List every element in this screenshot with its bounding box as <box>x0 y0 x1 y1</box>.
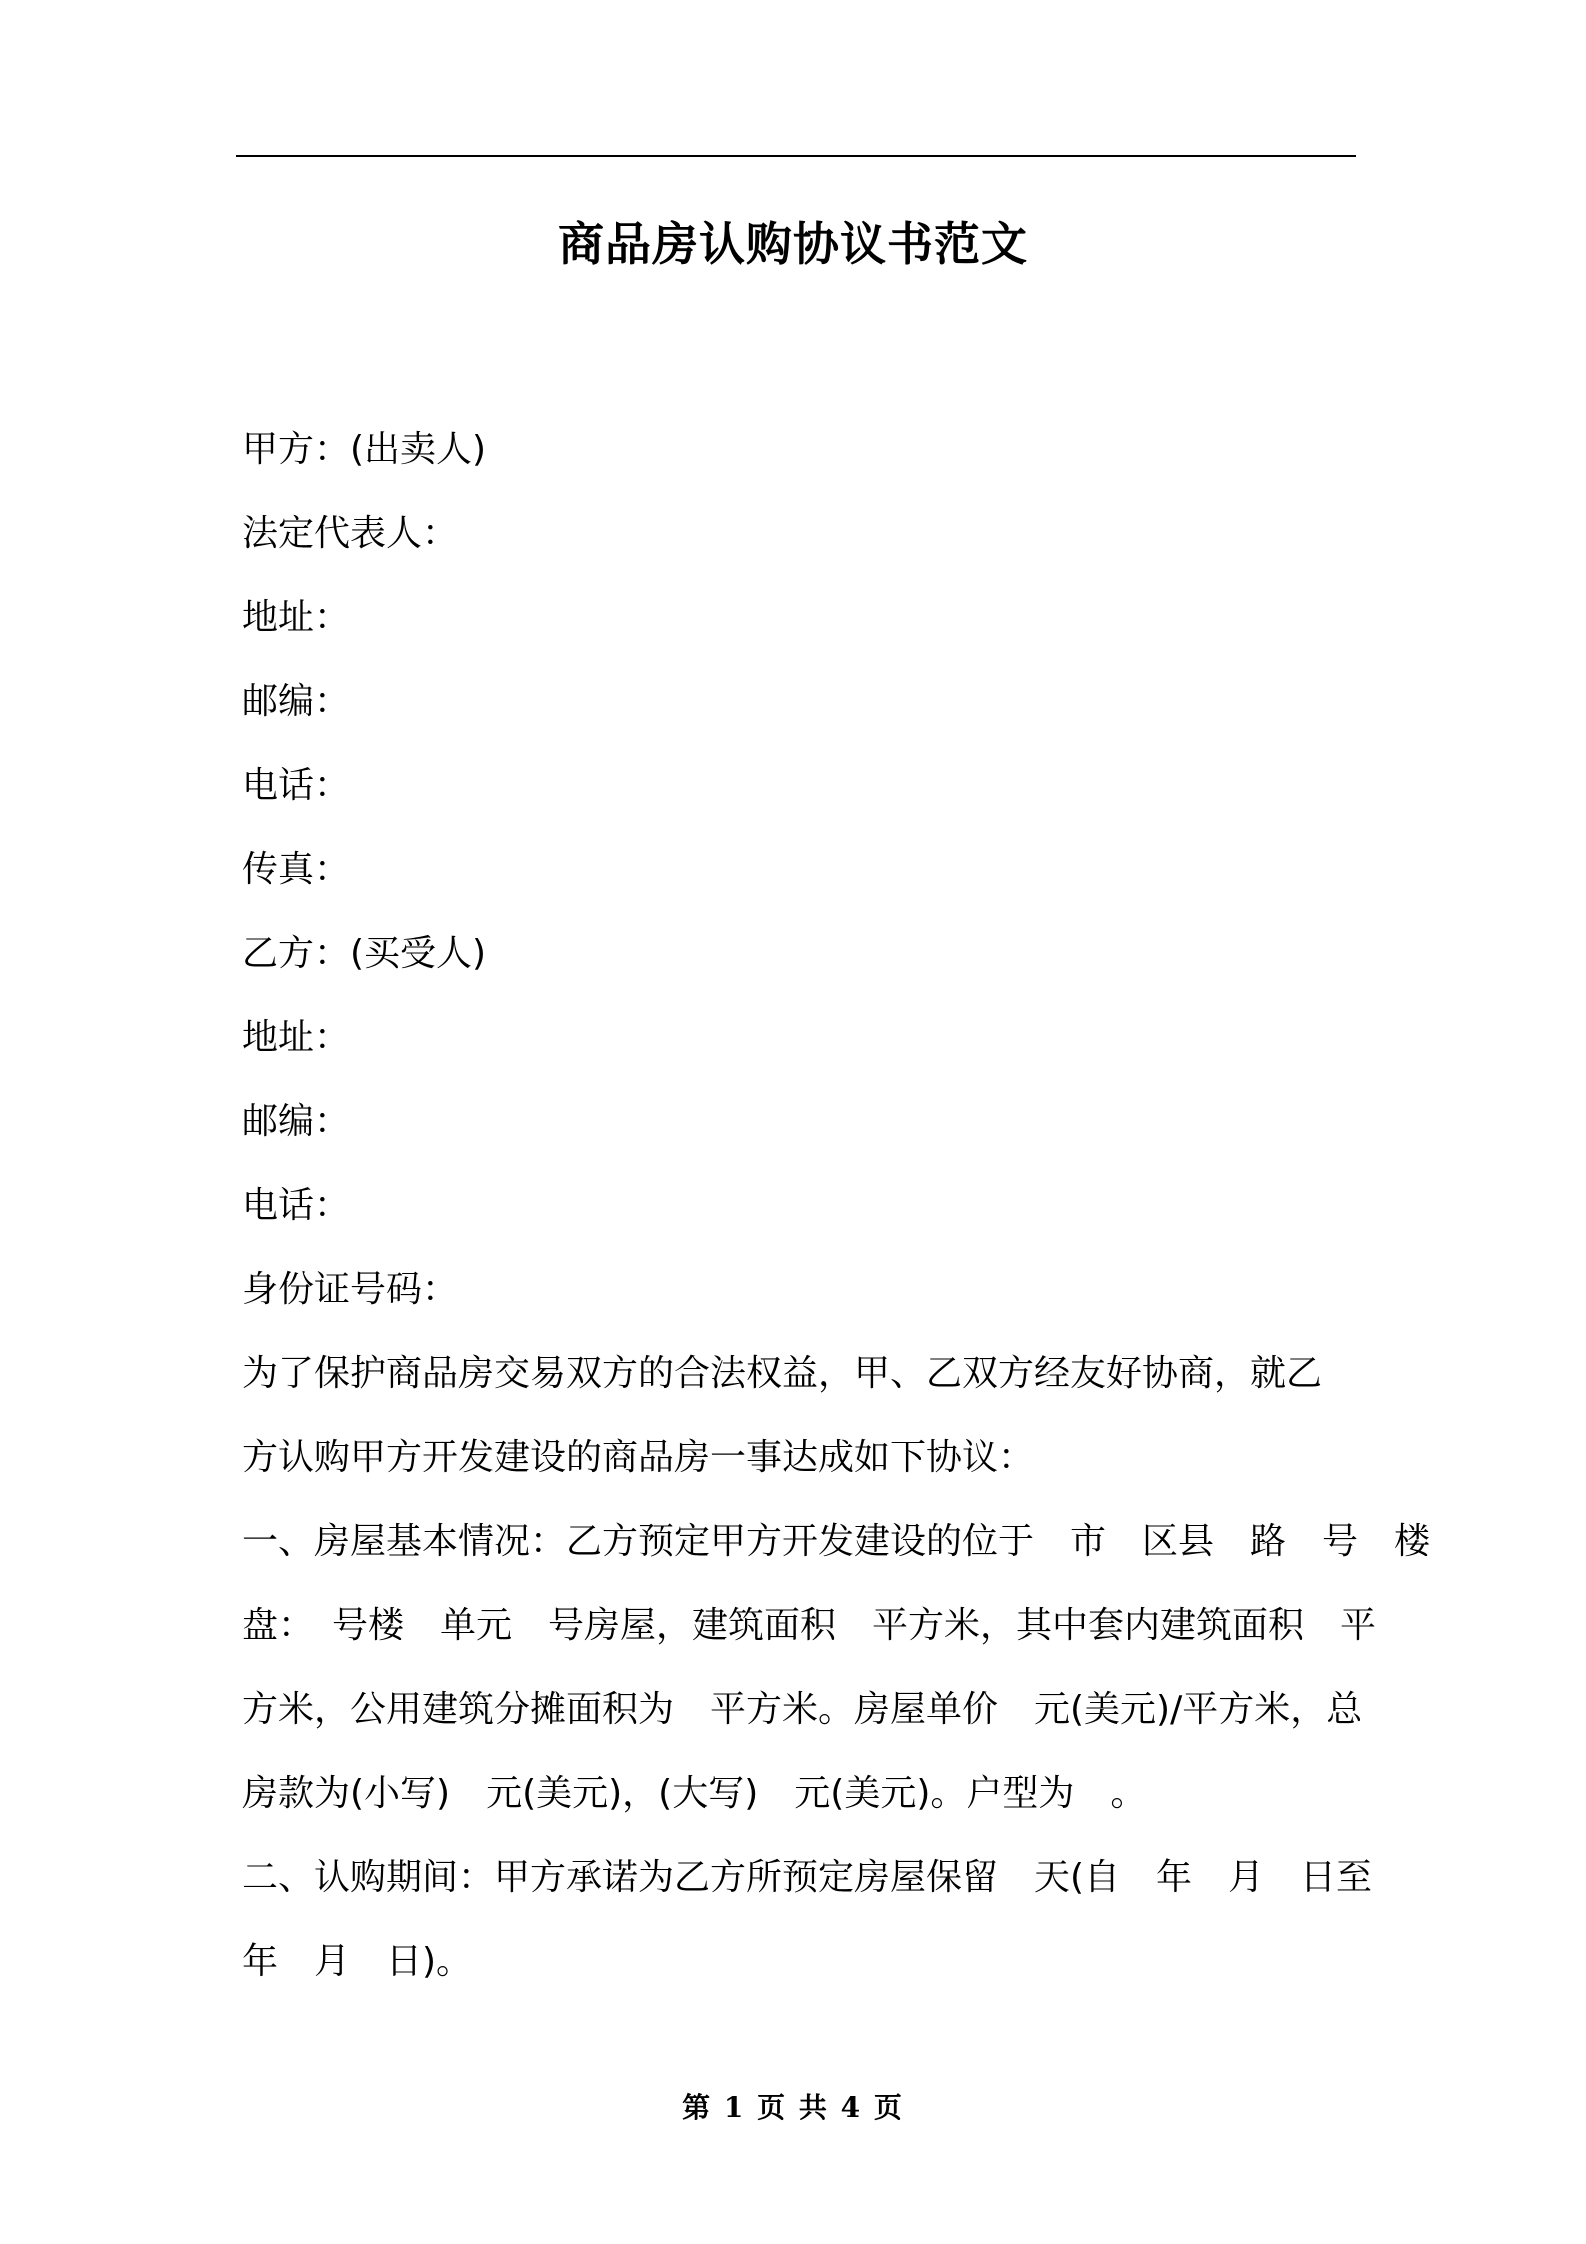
party-b-label: 乙方：(买受人) <box>242 933 487 974</box>
party-b-postcode: 邮编： <box>242 1101 351 1142</box>
clause-1-line-3: 方米，公用建筑分摊面积为 平方米。房屋单价 元(美元)/平方米，总 <box>242 1689 1363 1730</box>
clause-1-line-2: 盘： 号楼 单元 号房屋，建筑面积 平方米，其中套内建筑面积 平 <box>242 1605 1377 1646</box>
party-a-label: 甲方：(出卖人) <box>242 429 487 470</box>
party-b-id-number: 身份证号码： <box>242 1269 459 1310</box>
header-rule <box>236 155 1356 157</box>
intro-line-1: 为了保护商品房交易双方的合法权益，甲、乙双方经友好协商，就乙 <box>242 1353 1323 1394</box>
page-indicator: 第 1 页 共 4 页 <box>682 2091 904 2124</box>
party-b-address: 地址： <box>242 1017 351 1058</box>
clause-2-line-2: 年 月 日)。 <box>242 1941 473 1982</box>
clause-1-line-4: 房款为(小写) 元(美元)，(大写) 元(美元)。户型为 。 <box>242 1773 1147 1814</box>
document-title: 商品房认购协议书范文 <box>558 217 1028 271</box>
clause-2-line-1: 二、认购期间：甲方承诺为乙方所预定房屋保留 天(自 年 月 日至 <box>242 1857 1373 1898</box>
party-a-legal-rep: 法定代表人： <box>242 513 459 554</box>
party-b-phone: 电话： <box>242 1185 351 1226</box>
party-a-address: 地址： <box>242 597 351 638</box>
party-a-phone: 电话： <box>242 765 351 806</box>
party-a-postcode: 邮编： <box>242 681 351 722</box>
intro-line-2: 方认购甲方开发建设的商品房一事达成如下协议： <box>242 1437 1035 1478</box>
document-body <box>242 408 1431 2004</box>
clause-1-line-1: 一、房屋基本情况：乙方预定甲方开发建设的位于 市 区县 路 号 楼 <box>242 1521 1431 1562</box>
party-a-fax: 传真： <box>242 849 351 890</box>
